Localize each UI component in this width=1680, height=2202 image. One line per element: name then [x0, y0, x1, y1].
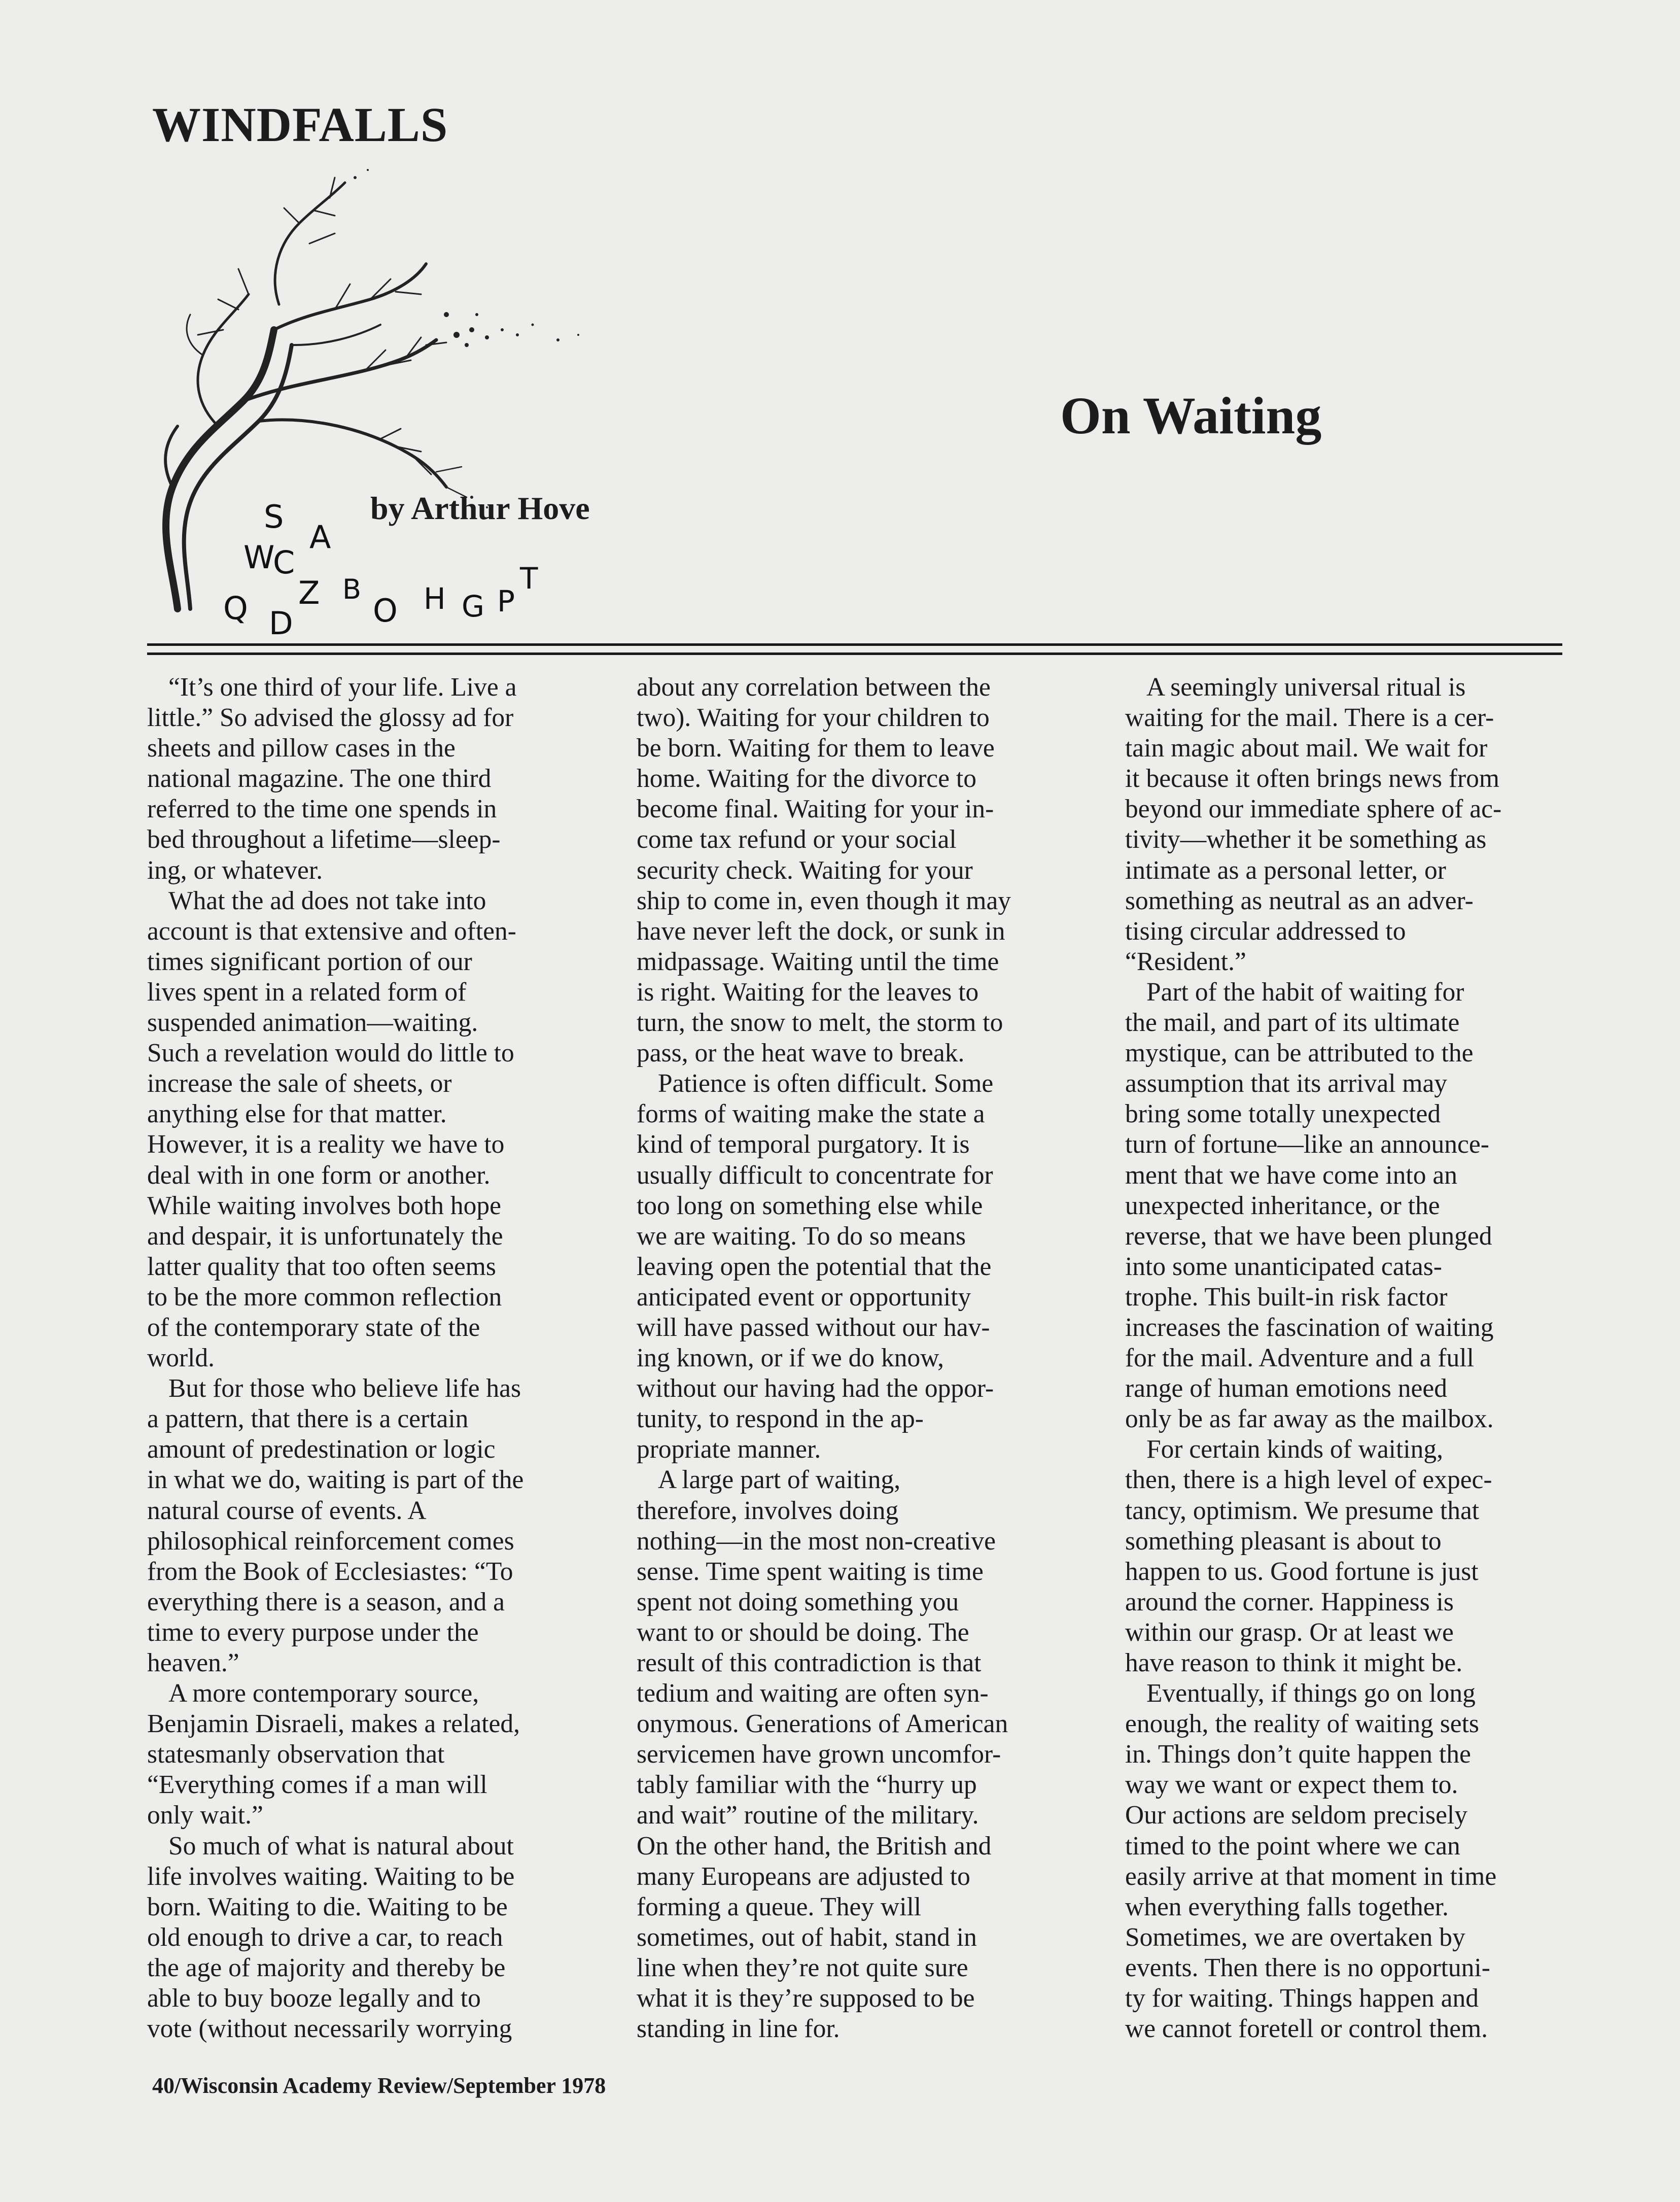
text-column-3 [1125, 672, 1566, 2044]
text-line: So much of what is natural about [168, 1831, 514, 1861]
text-line: reverse, that we have been plunged [1125, 1221, 1492, 1251]
text-line: onymous. Generations of American [637, 1709, 1008, 1739]
text-line: become final. Waiting for your in- [637, 795, 994, 824]
text-line: come tax refund or your social [637, 825, 957, 854]
text-line: anticipated event or opportunity [637, 1282, 971, 1312]
text-line: bring some totally unexpected [1125, 1099, 1441, 1129]
text-line: ment that we have come into an [1125, 1160, 1457, 1190]
text-line: too long on something else while [637, 1191, 983, 1220]
text-line: referred to the time one spends in [147, 795, 497, 824]
text-line: mystique, can be attributed to the [1125, 1039, 1474, 1068]
tree-letter: A [309, 519, 331, 556]
text-line: only be as far away as the mailbox. [1125, 1404, 1494, 1434]
text-line: able to buy booze legally and to [147, 1984, 481, 2013]
text-line: result of this contradiction is that [637, 1648, 982, 1677]
byline: by Arthur Hove [370, 490, 590, 526]
text-line: the age of majority and thereby be [147, 1953, 506, 1982]
text-line: from the Book of Ecclesiastes: “To [147, 1557, 513, 1586]
text-line: what it is they’re supposed to be [637, 1984, 975, 2013]
text-line: and wait” routine of the military. [637, 1801, 979, 1830]
text-line: will have passed without our hav- [637, 1313, 990, 1342]
text-line: only wait.” [147, 1801, 263, 1830]
text-line: unexpected inheritance, or the [1125, 1191, 1440, 1220]
text-line: when everything falls together. [1125, 1892, 1449, 1921]
text-line: tedium and waiting are often syn- [637, 1679, 989, 1708]
text-line: life involves waiting. Waiting to be [147, 1862, 515, 1891]
text-line: For certain kinds of waiting, [1146, 1435, 1443, 1464]
text-line: line when they’re not quite sure [637, 1953, 968, 1982]
text-line: vote (without necessarily worrying [147, 2014, 512, 2044]
text-line: little.” So advised the glossy ad for [147, 703, 514, 733]
text-line: Eventually, if things go on long [1146, 1679, 1476, 1708]
tree-letter: D [269, 605, 293, 642]
text-line: amount of predestination or logic [147, 1435, 496, 1464]
text-line: intimate as a personal letter, or [1125, 855, 1446, 885]
text-line: propriate manner. [637, 1435, 821, 1464]
text-line: philosophical reinforcement comes [147, 1526, 514, 1556]
text-line: heaven.” [147, 1648, 239, 1677]
text-line: ship to come in, even though it may [637, 886, 1011, 915]
tree-letter: T [520, 561, 538, 596]
tree-letter: Q [223, 590, 248, 627]
text-line: “Resident.” [1125, 947, 1246, 976]
text-line: born. Waiting to die. Waiting to be [147, 1892, 508, 1921]
text-line: we are waiting. To do so means [637, 1221, 966, 1251]
tree-letter: G [462, 589, 484, 624]
text-line: tivity—whether it be something as [1125, 825, 1487, 854]
text-line: A large part of waiting, [658, 1465, 901, 1495]
text-line: forming a queue. They will [637, 1892, 922, 1921]
text-line: be born. Waiting for them to leave [637, 734, 995, 763]
text-line: around the corner. Happiness is [1125, 1587, 1454, 1616]
text-line: tunity, to respond in the ap- [637, 1404, 924, 1434]
section-title: WINDFALLS [152, 97, 448, 152]
text-line: midpassage. Waiting until the time [637, 947, 999, 976]
text-line: the mail, and part of its ultimate [1125, 1008, 1460, 1038]
heading-rule [147, 643, 1562, 646]
text-line: in. Things don’t quite happen the [1125, 1740, 1471, 1769]
text-line: increase the sale of sheets, or [147, 1069, 452, 1098]
tree-letter: O [373, 592, 398, 629]
text-line: statesmanly observation that [147, 1740, 445, 1769]
text-line: something as neutral as an adver- [1125, 886, 1474, 915]
page-footer: 40/Wisconsin Academy Review/September 1978 [152, 2073, 606, 2098]
text-line: tising circular addressed to [1125, 916, 1406, 946]
text-line: ing, or whatever. [147, 855, 323, 885]
text-line: trophe. This built-in risk factor [1125, 1282, 1448, 1312]
tree-letter: C [273, 544, 295, 581]
text-line: What the ad does not take into [168, 886, 486, 915]
text-line: happen to us. Good fortune is just [1125, 1557, 1479, 1586]
text-line: Sometimes, we are overtaken by [1125, 1922, 1465, 1952]
tree-letter: P [497, 584, 515, 618]
text-line: it because it often brings news from [1125, 764, 1499, 794]
text-line: about any correlation between the [637, 673, 991, 702]
text-line: A more contemporary source, [168, 1679, 479, 1708]
text-line: want to or should be doing. The [637, 1618, 969, 1647]
text-line: therefore, involves doing [637, 1496, 899, 1525]
heading-rule [147, 652, 1562, 655]
text-line: then, there is a high level of expec- [1125, 1465, 1492, 1495]
text-line: tancy, optimism. We presume that [1125, 1496, 1480, 1525]
text-line: bed throughout a lifetime—sleep- [147, 825, 501, 854]
text-line: everything there is a season, and a [147, 1587, 505, 1616]
text-line: ty for waiting. Things happen and [1125, 1984, 1479, 2013]
tree-letter: H [424, 581, 446, 616]
text-line: old enough to drive a car, to reach [147, 1922, 503, 1952]
text-line: nothing—in the most non-creative [637, 1526, 996, 1556]
text-line: have never left the dock, or sunk in [637, 916, 1005, 946]
text-line: On the other hand, the British and [637, 1831, 992, 1861]
text-line: Our actions are seldom precisely [1125, 1801, 1467, 1830]
text-line: enough, the reality of waiting sets [1125, 1709, 1479, 1739]
text-line: is right. Waiting for the leaves to [637, 977, 979, 1007]
text-line: While waiting involves both hope [147, 1191, 501, 1220]
text-line: Benjamin Disraeli, makes a related, [147, 1709, 520, 1739]
text-line: events. Then there is no opportuni- [1125, 1953, 1490, 1982]
text-line: beyond our immediate sphere of ac- [1125, 795, 1502, 824]
text-line: range of human emotions need [1125, 1374, 1447, 1403]
text-line: forms of waiting make the state a [637, 1099, 985, 1129]
text-line: usually difficult to concentrate for [637, 1160, 993, 1190]
text-column-1 [147, 672, 588, 2044]
text-line: anything else for that matter. [147, 1099, 447, 1129]
tree-letter: W [243, 539, 275, 576]
tree-letter: Z [298, 574, 320, 611]
text-line: account is that extensive and often- [147, 916, 516, 946]
text-line: sometimes, out of habit, stand in [637, 1922, 977, 1952]
text-line: way we want or expect them to. [1125, 1770, 1458, 1800]
text-line: assumption that its arrival may [1125, 1069, 1448, 1098]
text-line: waiting for the mail. There is a cer- [1125, 703, 1494, 733]
text-line: time to every purpose under the [147, 1618, 479, 1647]
text-line: “It’s one third of your life. Live a [168, 673, 517, 702]
text-line: sense. Time spent waiting is time [637, 1557, 984, 1586]
text-line: to be the more common reflection [147, 1282, 502, 1312]
text-line: standing in line for. [637, 2014, 840, 2044]
text-line: pass, or the heat wave to break. [637, 1039, 965, 1068]
text-line: But for those who believe life has [168, 1374, 521, 1403]
text-line: security check. Waiting for your [637, 855, 973, 885]
text-line: easily arrive at that moment in time [1125, 1862, 1497, 1891]
article-title: On Waiting [1060, 387, 1322, 445]
text-line: into some unanticipated catas- [1125, 1252, 1442, 1281]
text-line: “Everything comes if a man will [147, 1770, 487, 1800]
text-line: However, it is a reality we have to [147, 1130, 505, 1159]
text-line: increases the fascination of waiting [1125, 1313, 1494, 1342]
text-line: world. [147, 1344, 215, 1373]
text-line: and despair, it is unfortunately the [147, 1221, 503, 1251]
text-line: Part of the habit of waiting for [1146, 977, 1464, 1007]
text-line: deal with in one form or another. [147, 1160, 491, 1190]
text-line: lives spent in a related form of [147, 977, 467, 1007]
text-line: ing known, or if we do know, [637, 1344, 944, 1373]
text-line: turn, the snow to melt, the storm to [637, 1008, 1003, 1038]
text-line: times significant portion of our [147, 947, 472, 976]
text-line: for the mail. Adventure and a full [1125, 1344, 1474, 1373]
text-line: two). Waiting for your children to [637, 703, 990, 733]
text-line: tain magic about mail. We wait for [1125, 734, 1488, 763]
tree-letter: B [342, 573, 362, 605]
text-line: Such a revelation would do little to [147, 1039, 514, 1068]
text-line: sheets and pillow cases in the [147, 734, 456, 763]
text-line: spent not doing something you [637, 1587, 959, 1616]
text-line: without our having had the oppor- [637, 1374, 994, 1403]
text-line: we cannot foretell or control them. [1125, 2014, 1488, 2044]
text-line: a pattern, that there is a certain [147, 1404, 469, 1434]
text-line: leaving open the potential that the [637, 1252, 992, 1281]
text-column-2 [637, 672, 1078, 2044]
text-line: latter quality that too often seems [147, 1252, 496, 1281]
text-line: Patience is often difficult. Some [658, 1069, 994, 1098]
text-line: many Europeans are adjusted to [637, 1862, 970, 1891]
text-line: have reason to think it might be. [1125, 1648, 1463, 1677]
text-line: turn of fortune—like an announce- [1125, 1130, 1489, 1159]
text-line: national magazine. The one third [147, 764, 492, 794]
text-line: timed to the point where we can [1125, 1831, 1460, 1861]
text-line: in what we do, waiting is part of the [147, 1465, 524, 1495]
text-line: tably familiar with the “hurry up [637, 1770, 977, 1800]
text-line: natural course of events. A [147, 1496, 427, 1525]
text-line: home. Waiting for the divorce to [637, 764, 976, 794]
text-line: servicemen have grown uncomfor- [637, 1740, 1001, 1769]
text-line: something pleasant is about to [1125, 1526, 1442, 1556]
tree-letter: S [264, 498, 284, 535]
text-line: A seemingly universal ritual is [1146, 673, 1466, 702]
text-line: of the contemporary state of the [147, 1313, 480, 1342]
windswept-tree-illustration [142, 162, 614, 649]
text-line: suspended animation—waiting. [147, 1008, 478, 1038]
text-line: within our grasp. Or at least we [1125, 1618, 1454, 1647]
text-line: kind of temporal purgatory. It is [637, 1130, 970, 1159]
